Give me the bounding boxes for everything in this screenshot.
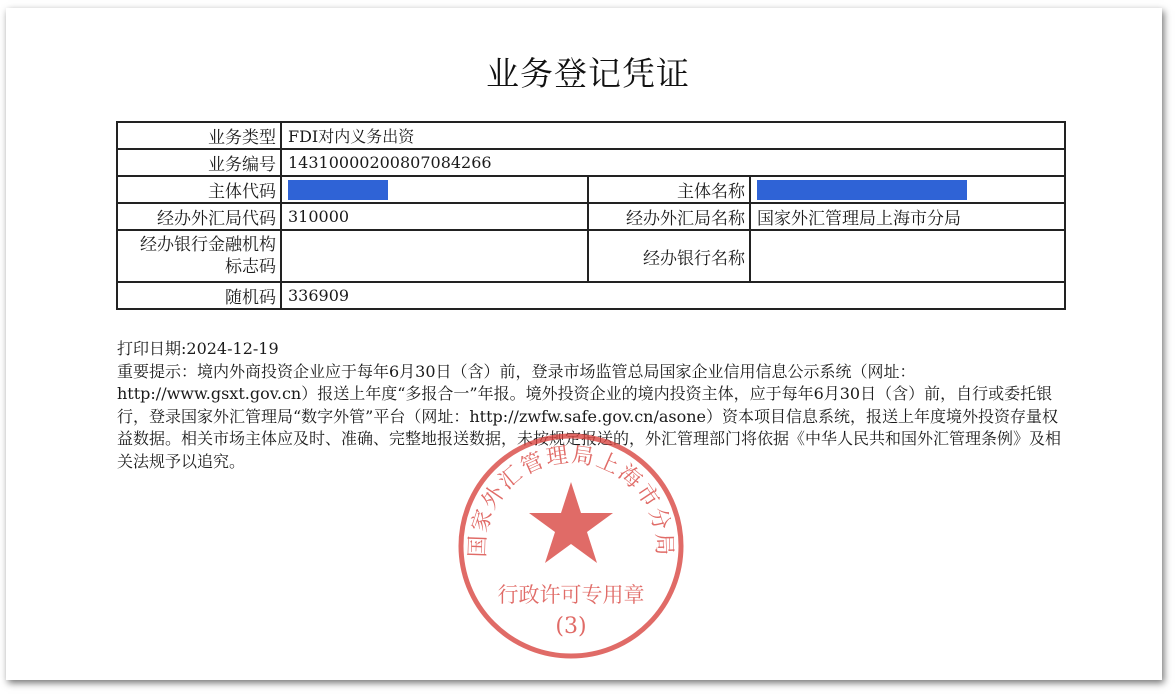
entity-name-label: 主体名称 xyxy=(588,176,750,203)
official-seal-icon xyxy=(455,430,687,662)
table-row xyxy=(117,149,1065,176)
document-title: 业务登记凭证 xyxy=(486,54,690,93)
business-no-value: 14310000200807084266 xyxy=(281,149,1065,176)
business-type-label: 业务类型 xyxy=(117,122,281,149)
important-notice: 重要提示：境内外商投资企业应于每年6月30日（含）前，登录市场监管总局国家企业信用信息公示系统（网址：http://www.gsxt.gov.cn）报送上年度“多报合一”年报。境外投资企业的境内投资主体，应于每年6月30日（含）前，自行或委托银行，登录国家外汇管理局“数字外管”平台（网址：http://zwfw.safe.gov.cn/asone）资本项目信息系统，报送上年度境外投资存量权益数据。相关市场主体应及时、准确、完整地报送数据，未按规定报送的，外汇管理部门将依据《中华人民共和国外汇管理条例》及相关法规予以追究。 xyxy=(117,361,1062,471)
table-row xyxy=(117,203,1065,230)
seal-number-text: (3) xyxy=(555,614,587,639)
business-type-value: FDI对内义务出资 xyxy=(281,122,1065,149)
bank-code-label: 经办银行金融机构标志码 xyxy=(117,230,281,282)
fx-bureau-name-value: 国家外汇管理局上海市分局 xyxy=(750,203,1065,230)
registration-table xyxy=(116,121,1066,310)
fx-bureau-code-label: 经办外汇局代码 xyxy=(117,203,281,230)
entity-code-label: 主体代码 xyxy=(117,176,281,203)
table-row xyxy=(117,122,1065,149)
fx-bureau-code-value: 310000 xyxy=(281,203,588,230)
redaction-bar xyxy=(757,180,967,200)
business-no-label: 业务编号 xyxy=(117,149,281,176)
bank-name-label: 经办银行名称 xyxy=(588,230,750,282)
bank-code-value xyxy=(281,230,588,282)
random-code-value: 336909 xyxy=(281,282,1065,309)
seal-star-icon xyxy=(529,482,613,563)
bank-name-value xyxy=(750,230,1065,282)
random-code-label: 随机码 xyxy=(117,282,281,309)
print-date: 打印日期:2024-12-19 xyxy=(117,339,279,358)
entity-code-value xyxy=(281,176,588,203)
redaction-bar xyxy=(288,180,388,200)
table-row xyxy=(117,282,1065,309)
seal-ring-text: 国家外汇管理局上海市分局 xyxy=(465,442,677,558)
table-row xyxy=(117,176,1065,203)
fx-bureau-name-label: 经办外汇局名称 xyxy=(588,203,750,230)
entity-name-value xyxy=(750,176,1065,203)
seal-center-text: 行政许可专用章 xyxy=(497,583,645,607)
table-row xyxy=(117,230,1065,282)
